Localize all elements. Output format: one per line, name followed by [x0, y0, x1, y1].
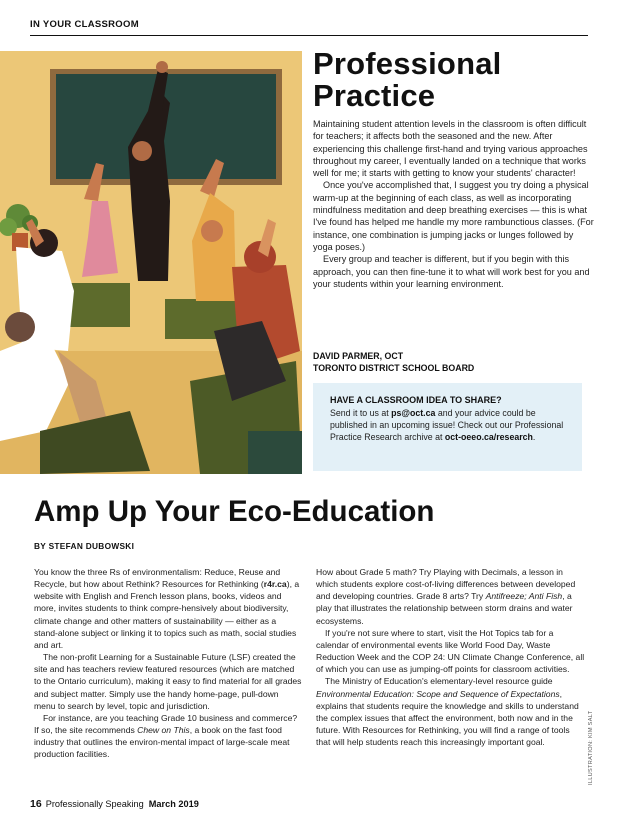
paragraph: [34, 712, 302, 761]
text: ), a website with English and French lesson plans, books, videos and more, invites students to think compre-hensively about biodiversity, climate change and other matters of sustainability — either as a stand-alone subject or linking it to topics such as math, social studies and art.: [34, 579, 300, 650]
r4r-link[interactable]: r4r.ca: [263, 579, 287, 590]
article-column-right: [316, 566, 586, 748]
eco-byline: BY STEFAN DUBOWSKI: [34, 541, 135, 551]
section-label: IN YOUR CLASSROOM: [30, 19, 139, 30]
idea-callout-box: [313, 383, 582, 471]
text: , a play that illustrates the relationship between storm drains and water ecosystems.: [316, 591, 573, 626]
callout-body: [330, 407, 570, 444]
text: , explains that students require the knowledge and skills to understand the complex issues that affect the environment, both now and in the future. With Resources for Rethinking, you will find a range of tools that will help students reach this increasingly important goal.: [316, 688, 579, 748]
professional-practice-title: [313, 48, 593, 112]
text: You know the three Rs of environmentalism: Reduce, Reuse and Recycle, but how about Rethink? Resources for Rethinking (: [34, 567, 281, 590]
text: How about Grade 5 math? Try Playing with Decimals, a lesson in which students explore cost-of-living differences between developed and developing countries. Grade 8 arts? Try: [316, 567, 576, 602]
paragraph: The non-profit Learning for a Sustainable Future (LSF) created the site and has teachers review featured resources (which are matched to the Ontario curriculum), making it easy to find material for all grades and subject matter. Simply use the handy home-page, pull-down menu to search by level, topic and jurisdiction.: [34, 652, 302, 711]
book-title: Chew on This: [137, 725, 190, 736]
paragraph: Once you've accomplished that, I suggest you try doing a physical warm-up at the beginning of each class, as well as incorporating mindfulness meditation and deep breathing exercises — this is what I've found has helped me handle my more rambunctious classes. (For instance, one combination is jumping jacks or lunges followed by yoga poses.): [313, 180, 594, 252]
paragraph: [34, 566, 302, 651]
author-organization: TORONTO DISTRICT SCHOOL BOARD: [313, 363, 475, 373]
eco-education-title: Amp Up Your Eco-Education: [34, 495, 435, 528]
title-line-2: Practice: [313, 78, 436, 113]
paragraph: [316, 566, 586, 627]
callout-text: .: [532, 432, 536, 443]
page-footer: [30, 798, 199, 810]
callout-text: Send it to us at: [330, 408, 392, 418]
callout-text: and your advice could be published in an upcoming issue! Check out our Professional Practice Research archive at: [330, 408, 564, 443]
professional-practice-body: [313, 118, 595, 290]
text: , a book on the fast food industry that outlines the environ-mental impact of large-scale meat production facilities.: [34, 725, 290, 760]
paragraph: If you're not sure where to start, visit the Hot Topics tab for a calendar of environmental events like World Food Day, Waste Reduction Week and the COP 24: UN Climate Change Conference, all of which you can use as jumping-off points for classroom activities.: [316, 627, 585, 675]
issue-date: March 2019: [148, 799, 199, 809]
callout-heading: HAVE A CLASSROOM IDEA TO SHARE?: [330, 395, 502, 405]
email-link[interactable]: ps@oct.ca: [391, 408, 436, 418]
guide-title: Environmental Education: Scope and Sequence of Expectations: [316, 688, 560, 699]
top-divider: [30, 35, 588, 36]
author-signature: [313, 350, 595, 374]
paragraph: [316, 675, 586, 748]
title-line-1: Professional: [313, 46, 502, 81]
research-link[interactable]: oct-oeeo.ca/research: [444, 432, 533, 443]
article-column-left: [34, 566, 302, 761]
text: For instance, are you teaching Grade 10 business and commerce? If so, the site recommends: [34, 712, 298, 736]
paragraph: Maintaining student attention levels in the classroom is often difficult for teachers; it affects both the seasoned and the new. After experiencing this challenge first-hand and trying various approaches throughout my career, I eventually landed on a technique that works well for me; it starts with getting to know your students' character!: [313, 119, 588, 179]
magazine-name: Professionally Speaking: [45, 799, 144, 809]
illustration-credit: ILLUSTRATION: KIM SALT: [588, 710, 594, 785]
paragraph: Every group and teacher is different, but if you begin with this approach, you can then fine-tune it to what will work best for you and your students within your learning environment.: [313, 254, 590, 289]
classroom-illustration: [0, 51, 302, 474]
author-name: DAVID PARMER, OCT: [313, 351, 404, 361]
page-number: 16: [30, 798, 42, 810]
text: The Ministry of Education's elementary-level resource guide: [325, 676, 553, 687]
play-title: Antifreeze; Anti Fish: [485, 591, 563, 602]
